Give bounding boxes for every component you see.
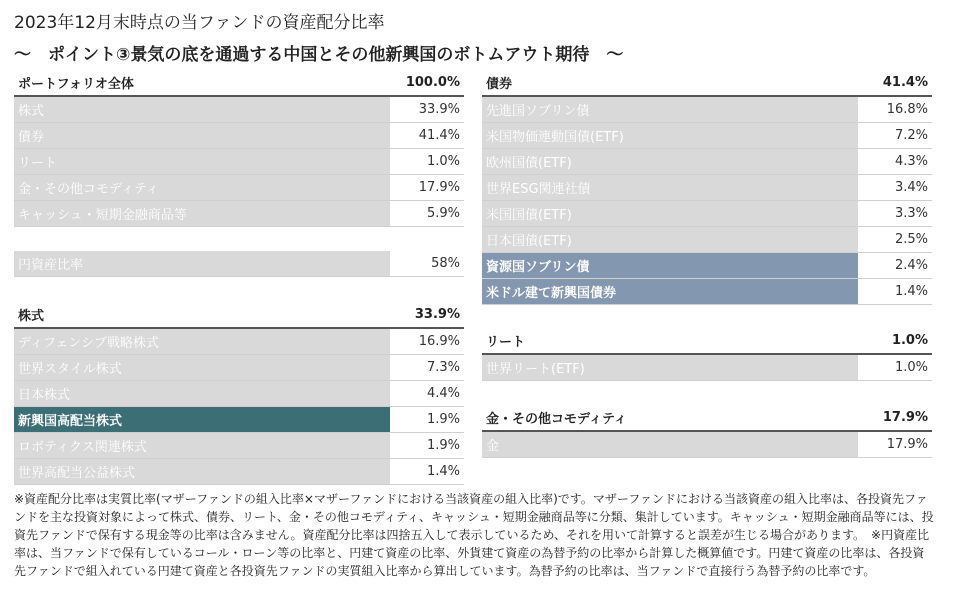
equity-header-label: 株式 (14, 302, 390, 328)
table-row (482, 175, 932, 201)
row-label: キャッシュ・短期金融商品等 (14, 201, 390, 227)
row-label: 金・その他コモディティ (14, 175, 390, 201)
row-value: 5.9% (390, 201, 464, 227)
portfolio-table (14, 70, 464, 227)
row-value: 1.0% (390, 149, 464, 175)
page-subtitle: ～ ポイント③景気の底を通過する中国とその他新興国のボトムアウト期待 ～ (14, 45, 624, 65)
row-value: 17.9% (390, 175, 464, 201)
row-value: 16.9% (390, 328, 464, 355)
table-row (14, 175, 464, 201)
table-row (14, 328, 464, 355)
table-row (482, 201, 932, 227)
row-label: 欧州国債(ETF) (482, 149, 858, 175)
row-label: 日本株式 (14, 381, 390, 407)
table-row (14, 149, 464, 175)
commodity-header-value: 17.9% (858, 405, 932, 431)
table-row (14, 433, 464, 459)
row-label: 日本国債(ETF) (482, 227, 858, 253)
row-value: 3.3% (858, 201, 932, 227)
table-row (482, 354, 932, 381)
row-label: 金 (482, 431, 858, 458)
table-header-row (482, 70, 932, 96)
commodity-table (482, 405, 932, 458)
table-header-row (482, 328, 932, 354)
reit-table (482, 328, 932, 381)
bonds-header-label: 債券 (482, 70, 858, 96)
table-row (482, 96, 932, 123)
table-row (14, 251, 464, 277)
row-value: 1.9% (390, 407, 464, 433)
yen-ratio-label: 円資産比率 (14, 251, 390, 277)
table-header-row (14, 70, 464, 96)
bonds-table (482, 70, 932, 305)
commodity-header-label: 金・その他コモディティ (482, 405, 858, 431)
row-value: 1.0% (858, 354, 932, 381)
table-row (482, 227, 932, 253)
table-row (482, 431, 932, 458)
row-label: ロボティクス関連株式 (14, 433, 390, 459)
row-label: 株式 (14, 96, 390, 123)
row-label: 新興国高配当株式 (14, 407, 390, 433)
table-row-highlighted (482, 253, 932, 279)
row-label: 債券 (14, 123, 390, 149)
row-label: 世界スタイル株式 (14, 355, 390, 381)
row-value: 16.8% (858, 96, 932, 123)
row-label: 米国国債(ETF) (482, 201, 858, 227)
row-value: 1.9% (390, 433, 464, 459)
row-label: 資源国ソブリン債 (482, 253, 858, 279)
row-label: 世界高配当公益株式 (14, 459, 390, 485)
row-value: 7.3% (390, 355, 464, 381)
row-label: ディフェンシブ戦略株式 (14, 328, 390, 355)
table-header-row (14, 302, 464, 328)
row-value: 2.5% (858, 227, 932, 253)
row-value: 1.4% (858, 279, 932, 305)
yen-ratio-table (14, 251, 464, 277)
reit-header-value: 1.0% (858, 328, 932, 354)
table-row (482, 149, 932, 175)
table-row (14, 381, 464, 407)
row-value: 7.2% (858, 123, 932, 149)
table-row-highlighted (482, 279, 932, 305)
row-label: リート (14, 149, 390, 175)
footnote: ※資産配分比率は実質比率(マザーファンドの組入比率×マザーファンドにおける当該資産の組入比率)です。マザーファンドにおける当該資産の組入比率は、各投資先ファンドを主な投資対象によって株式、債券、リート、金・その他コモディティ、キャッシュ・短期金融商品等に分類、集計しています。キャッシュ・短期金融商品等には、投資先ファンドで保有する現金等の比率は含みません。資産配分比率は四捨五入して表示しているため、それを用いて計算すると誤差が生じる場合があります。 ※円資産比率は、当ファンドで保有しているコール・ローン等の比率と、円建て資産の比率、外貨建て資産の為替予約の比率から計算した概算値です。円建て資産の比率は、各投資先ファンドで組入れている円建て資産と各投資先ファンドの実質組入比率から算出しています。為替予約の比率は、当ファンドで直接行う為替予約の比率です。 (14, 492, 934, 578)
row-value: 4.4% (390, 381, 464, 407)
equity-table (14, 302, 464, 485)
table-header-row (482, 405, 932, 431)
row-value: 3.4% (858, 175, 932, 201)
row-value: 41.4% (390, 123, 464, 149)
row-value: 1.4% (390, 459, 464, 485)
reit-header-label: リート (482, 328, 858, 354)
row-value: 17.9% (858, 431, 932, 458)
row-label: 米国物価連動国債(ETF) (482, 123, 858, 149)
row-label: 先進国ソブリン債 (482, 96, 858, 123)
row-label: 世界リート(ETF) (482, 354, 858, 381)
row-label: 世界ESG関連社債 (482, 175, 858, 201)
yen-ratio-value: 58% (390, 251, 464, 277)
table-row-highlighted (14, 407, 464, 433)
table-row (14, 355, 464, 381)
table-row (482, 123, 932, 149)
table-row (14, 123, 464, 149)
bonds-header-value: 41.4% (858, 70, 932, 96)
table-row (14, 96, 464, 123)
row-value: 4.3% (858, 149, 932, 175)
portfolio-header-label: ポートフォリオ全体 (14, 70, 390, 96)
row-label: 米ドル建て新興国債券 (482, 279, 858, 305)
row-value: 2.4% (858, 253, 932, 279)
page-title: 2023年12月末時点の当ファンドの資産配分比率 (14, 13, 385, 33)
equity-header-value: 33.9% (390, 302, 464, 328)
table-row (14, 201, 464, 227)
portfolio-header-value: 100.0% (390, 70, 464, 96)
row-value: 33.9% (390, 96, 464, 123)
table-row (14, 459, 464, 485)
